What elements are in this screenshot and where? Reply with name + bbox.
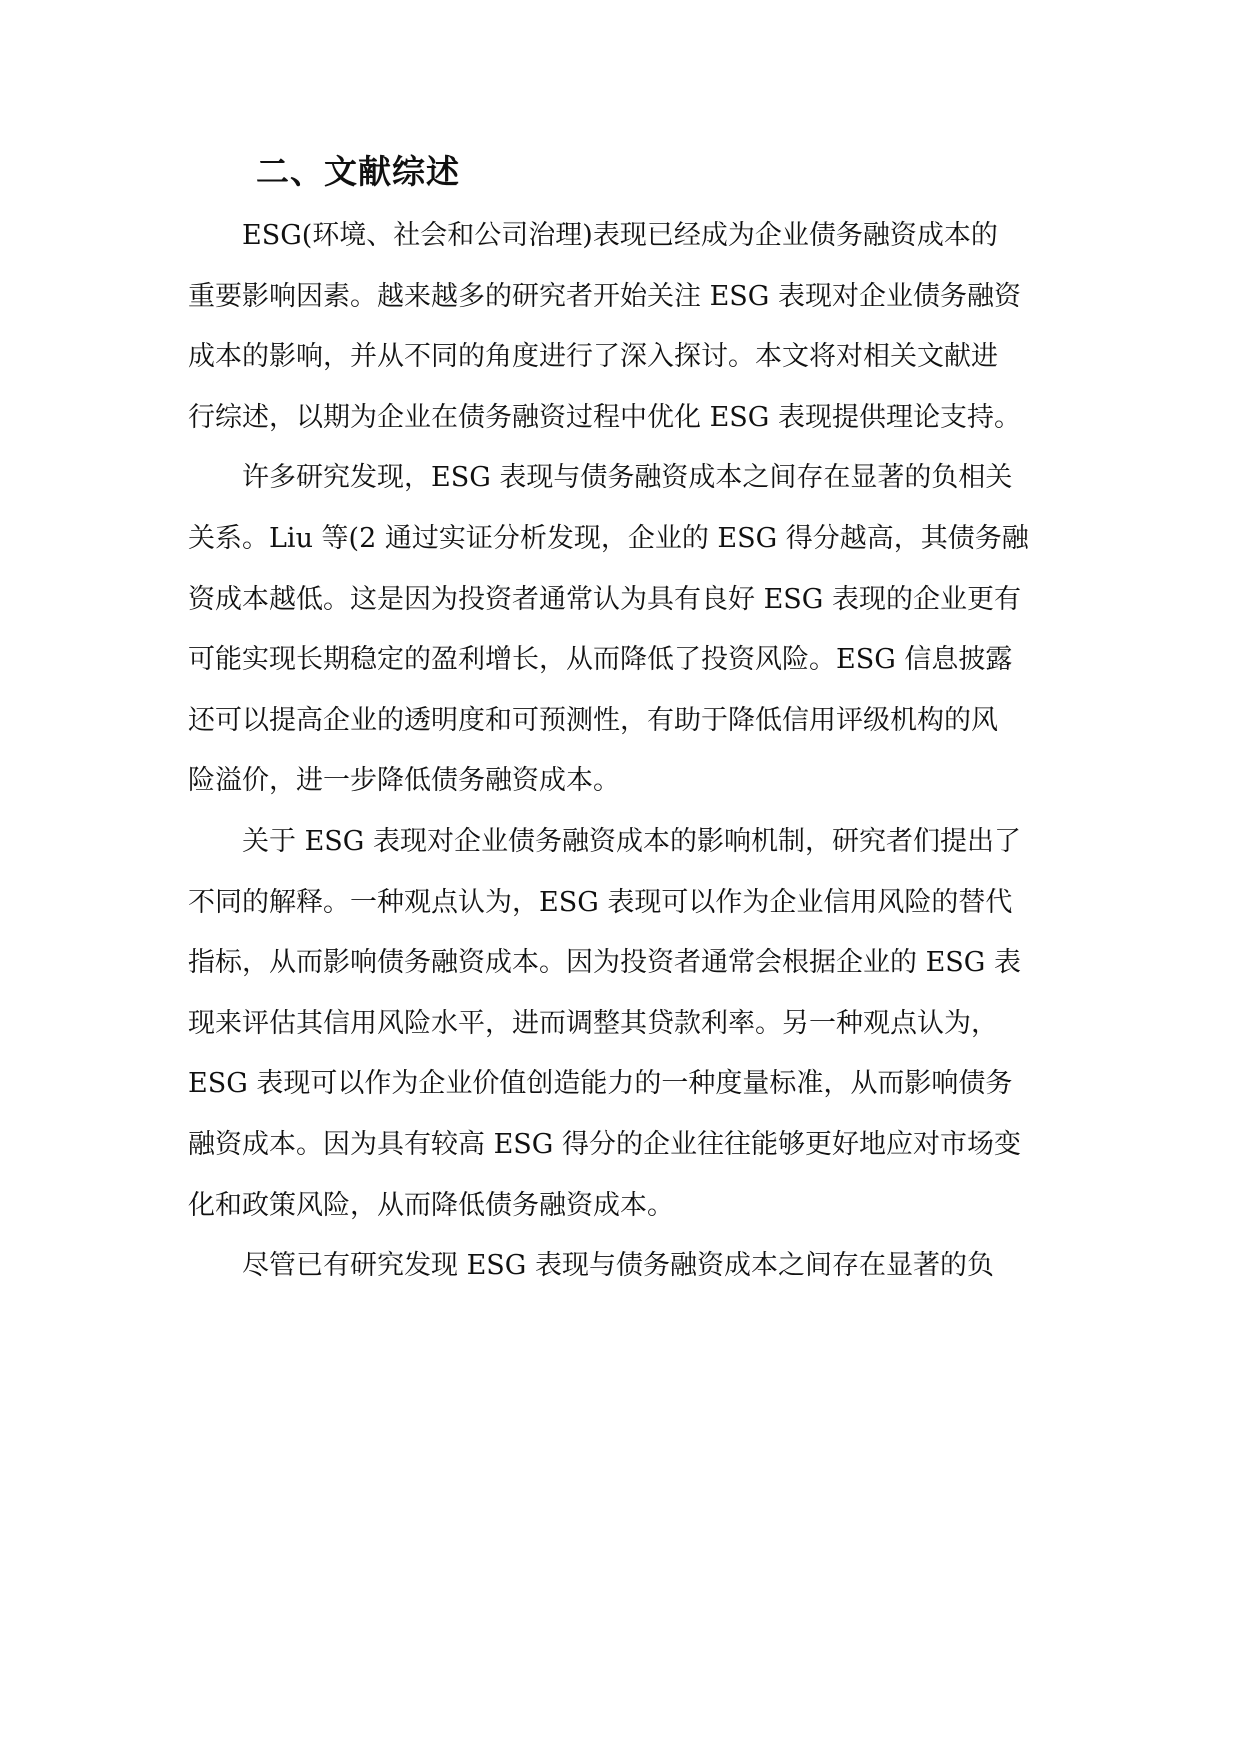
text-line: 尽管已有研究发现 ESG 表现与债务融资成本之间存在显著的负 xyxy=(242,1250,994,1282)
text-line: 关于 ESG 表现对企业债务融资成本的影响机制，研究者们提出了 xyxy=(242,826,1021,857)
text-line: 险溢价，进一步降低债务融资成本。 xyxy=(188,765,620,797)
text-line: ESG(环境、社会和公司治理)表现已经成为企业债务融资成本的 xyxy=(242,220,998,251)
section-heading: 二、文献综述 xyxy=(256,152,460,191)
text-line: 融资成本。因为具有较高 ESG 得分的企业往往能够更好地应对市场变 xyxy=(188,1129,1021,1160)
text-line: 重要影响因素。越来越多的研究者开始关注 ESG 表现对企业债务融资 xyxy=(188,280,1021,312)
text-line: 不同的解释。一种观点认为，ESG 表现可以作为企业信用风险的替代 xyxy=(188,886,1013,918)
text-line: 化和政策风险，从而降低债务融资成本。 xyxy=(188,1189,674,1221)
text-line: 许多研究发现，ESG 表现与债务融资成本之间存在显著的负相关 xyxy=(242,462,1013,494)
text-line: 指标，从而影响债务融资成本。因为投资者通常会根据企业的 ESG 表 xyxy=(188,947,1021,979)
text-line: 资成本越低。这是因为投资者通常认为具有良好 ESG 表现的企业更有 xyxy=(188,583,1021,615)
text-line: 现来评估其信用风险水平，进而调整其贷款利率。另一种观点认为， xyxy=(188,1007,998,1039)
text-line: 关系。Liu 等(2 通过实证分析发现，企业的 ESG 得分越高，其债务融 xyxy=(188,523,1029,554)
text-line: 可能实现长期稳定的盈利增长，从而降低了投资风险。ESG 信息披露 xyxy=(188,644,1013,676)
text-line: 行综述，以期为企业在债务融资过程中优化 ESG 表现提供理论支持。 xyxy=(188,401,1021,433)
text-line: ESG 表现可以作为企业价值创造能力的一种度量标准，从而影响债务 xyxy=(188,1068,1013,1100)
text-line: 还可以提高企业的透明度和可预测性，有助于降低信用评级机构的风 xyxy=(188,704,998,736)
text-line: 成本的影响，并从不同的角度进行了深入探讨。本文将对相关文献进 xyxy=(188,341,998,373)
